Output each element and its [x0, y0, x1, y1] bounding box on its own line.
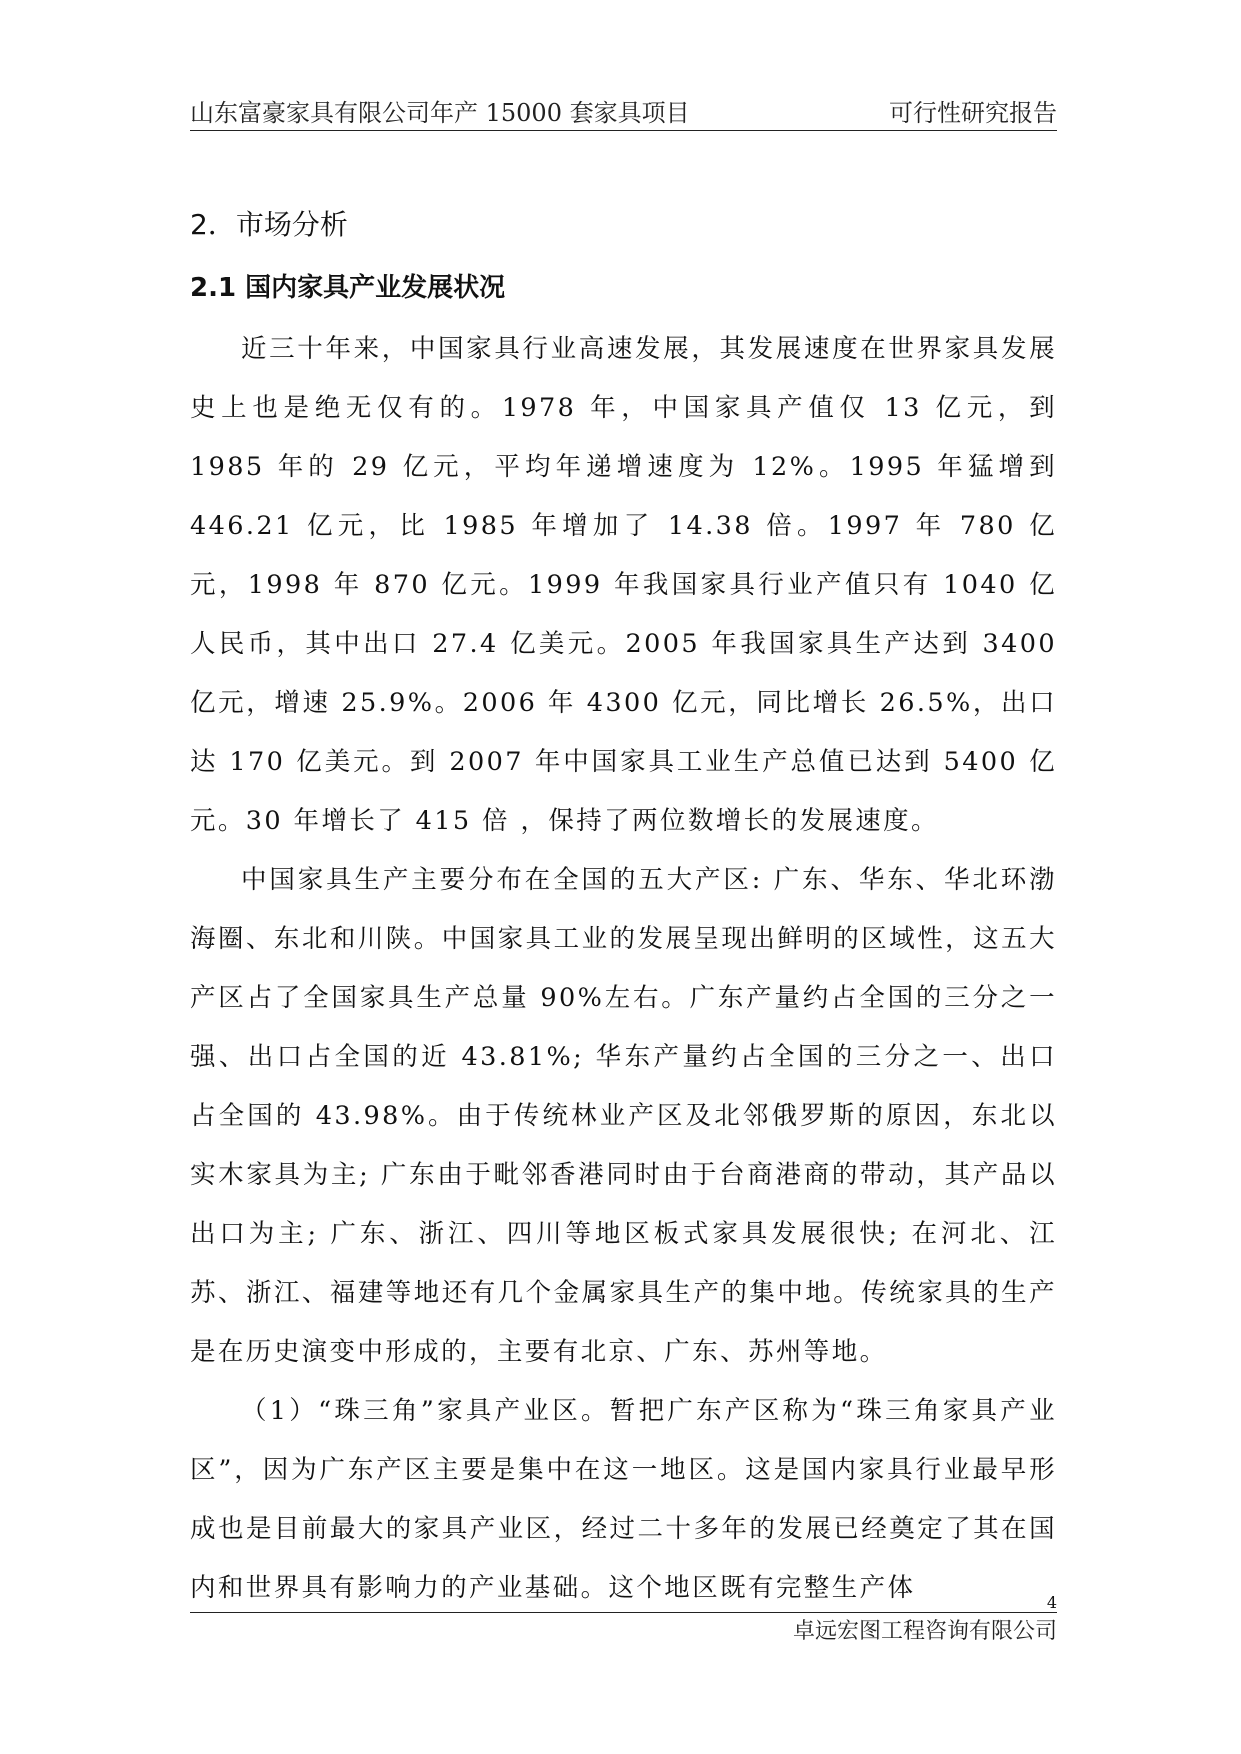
body-text — [190, 320, 1057, 1618]
section-title: 2．市场分析 — [190, 208, 348, 241]
page-number: 4 — [1046, 1593, 1057, 1612]
header-project-title: 山东富豪家具有限公司年产 15000 套家具项目 — [190, 99, 690, 127]
page-header — [190, 88, 1057, 128]
footer-divider — [190, 1612, 1057, 1613]
paragraph-production-regions: 中国家具生产主要分布在全国的五大产区: 广东、华东、华北环渤海圈、东北和川陕。中国家具工业的发展呈现出鲜明的区域性，这五大产区占了全国家具生产总量 90%左右。广东产量约占全国的三分之一强、出口占全国的近 43.81%; 华东产量约占全国的三分之一、出口占全国的 43.98%。由于传统林业产区及北邻俄罗斯的原因，东北以实木家具为主; 广东由于毗邻香港同时由于台商港商的带动，其产品以出口为主; 广东、浙江、四川等地区板式家具发展很快; 在河北、江苏、浙江、福建等地还有几个金属家具生产的集中地。传统家具的生产是在历史演变中形成的，主要有北京、广东、苏州等地。 — [190, 865, 1057, 1367]
paragraph-industry-growth: 近三十年来，中国家具行业高速发展，其发展速度在世界家具发展史上也是绝无仅有的。1978 年，中国家具产值仅 13 亿元，到 1985 年的 29 亿元，平均年递增速度为 12%。1995 年猛增到 446.21 亿元，比 1985 年增加了 14.38 倍。1997 年 780 亿元，1998 年 870 亿元。1999 年我国家具行业产值只有 1040 亿人民币，其中出口 27.4 亿美元。2005 年我国家具生产达到 3400 亿元，增速 25.9%。2006 年 4300 亿元，同比增长 26.5%，出口达 170 亿美元。到 2007 年中国家具工业生产总值已达到 5400 亿元。30 年增长了 415 倍 ，保持了两位数增长的发展速度。 — [190, 334, 1057, 836]
subsection-title: 2.1 国内家具产业发展状况 — [190, 273, 506, 303]
paragraph-pearl-river-delta: （1）“珠三角”家具产业区。暂把广东产区称为“珠三角家具产业区”，因为广东产区主要是集中在这一地区。这是国内家具行业最早形成也是目前最大的家具产业区，经过二十多年的发展已经奠定了其在国内和世界具有影响力的产业基础。这个地区既有完整生产体 — [190, 1396, 1057, 1603]
header-divider — [190, 130, 1057, 131]
header-report-type: 可行性研究报告 — [889, 99, 1057, 127]
footer-company-name: 卓远宏图工程咨询有限公司 — [792, 1619, 1057, 1644]
